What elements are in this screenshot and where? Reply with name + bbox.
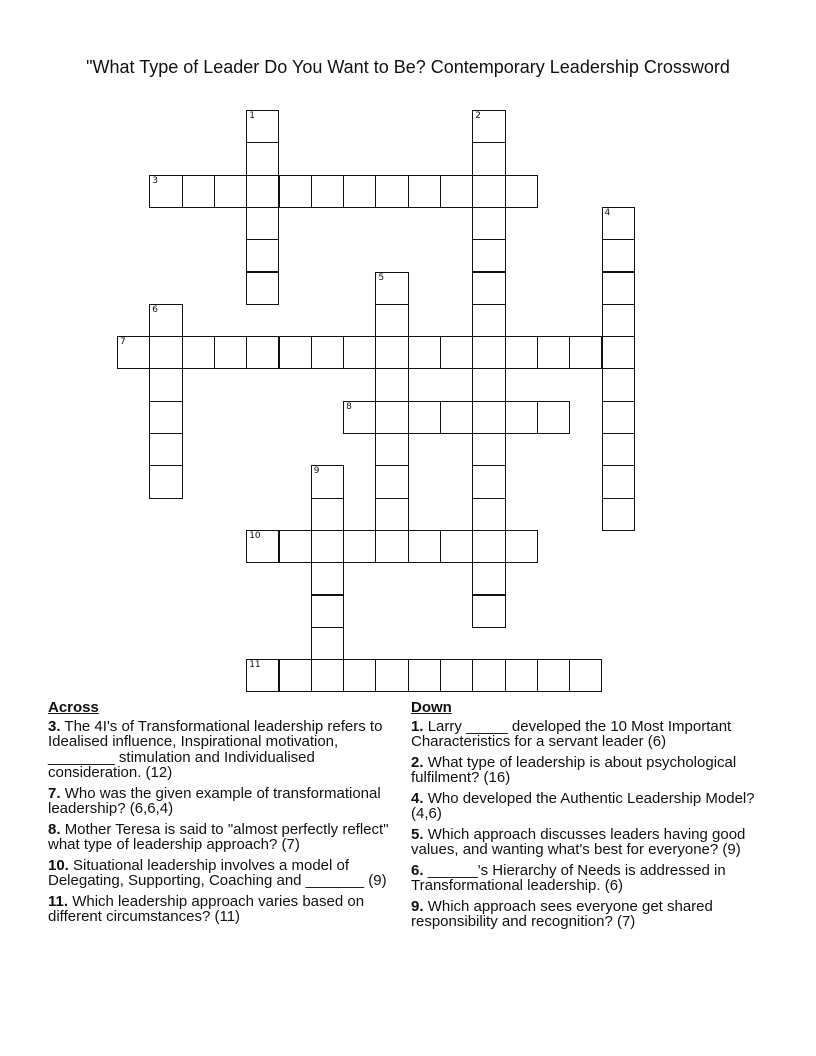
down-clue [411,899,763,930]
crossword-cell[interactable] [602,207,635,240]
crossword-cell[interactable] [408,175,441,208]
clue-text: Situational leadership involves a model of Delegating, Supporting, Coaching and _______ (9) [48,856,387,889]
across-clue [48,822,396,853]
clue-number-label: 2. [411,753,424,771]
crossword-cell[interactable] [602,368,635,401]
crossword-cell[interactable] [311,465,344,498]
clue-number-label: 6. [411,861,424,879]
across-clue-list [48,719,396,925]
crossword-cell[interactable] [569,659,602,692]
clue-text: Mother Teresa is said to "almost perfectly reflect" what type of leadership approach? (7) [48,820,389,853]
crossword-cell[interactable] [472,595,505,628]
down-clue [411,863,763,894]
crossword-cell[interactable] [311,175,344,208]
crossword-cell[interactable] [246,530,279,563]
clue-number-label: 7. [48,784,61,802]
crossword-cell[interactable] [440,530,473,563]
crossword-cell[interactable] [472,659,505,692]
crossword-cell[interactable] [311,627,344,660]
crossword-cell[interactable] [472,239,505,272]
crossword-cell[interactable] [311,530,344,563]
crossword-cell[interactable] [602,498,635,531]
crossword-cell[interactable] [602,433,635,466]
crossword-cell[interactable] [375,465,408,498]
down-clue [411,755,763,786]
clue-number: 7 [120,337,126,348]
clue-number: 10 [249,530,261,541]
clue-number: 8 [346,401,352,412]
crossword-cell[interactable] [311,498,344,531]
crossword-cell[interactable] [602,401,635,434]
crossword-cell[interactable] [472,110,505,143]
across-heading: Across [48,699,99,716]
crossword-cell[interactable] [505,401,538,434]
down-clue-list [411,719,763,930]
crossword-cell[interactable] [117,336,150,369]
crossword-cell[interactable] [311,595,344,628]
crossword-cell[interactable] [440,336,473,369]
crossword-cell[interactable] [408,659,441,692]
down-clues [411,700,763,935]
crossword-cell[interactable] [602,465,635,498]
crossword-cell[interactable] [375,498,408,531]
down-clue [411,827,763,858]
crossword-cell[interactable] [375,304,408,337]
crossword-cell[interactable] [311,562,344,595]
crossword-cell[interactable] [214,175,247,208]
clue-text: Which leadership approach varies based on different circumstances? (11) [48,892,365,925]
clue-number-label: 5. [411,825,424,843]
crossword-cell[interactable] [311,336,344,369]
crossword-cell[interactable] [505,659,538,692]
clue-number: 1 [249,111,255,121]
crossword-cell[interactable] [537,401,570,434]
crossword-cell[interactable] [472,368,505,401]
crossword-cell[interactable] [375,368,408,401]
crossword-cell[interactable] [343,336,376,369]
down-clue [411,719,763,750]
clue-number: 11 [249,660,261,671]
crossword-cell[interactable] [246,272,279,305]
crossword-cell[interactable] [182,336,215,369]
clue-text: What type of leadership is about psychological fulfilment? (16) [411,753,737,786]
crossword-cell[interactable] [246,336,279,369]
across-clues [48,700,396,930]
crossword-cell[interactable] [472,433,505,466]
crossword-cell[interactable] [182,175,215,208]
crossword-cell[interactable] [149,465,182,498]
crossword-cell[interactable] [246,175,279,208]
clue-number: 4 [604,207,611,218]
crossword-cell[interactable] [602,304,635,337]
clue-text: Who was the given example of transformational leadership? (6,6,4) [48,784,381,817]
crossword-cell[interactable] [537,336,570,369]
crossword-cell[interactable] [602,336,635,369]
crossword-cell[interactable] [472,465,505,498]
crossword-cell[interactable] [279,530,312,563]
crossword-cell[interactable] [569,336,602,369]
page-title: "What Type of Leader Do You Want to Be? Contemporary Leadership Crossword [86,57,730,77]
crossword-cell[interactable] [375,336,408,369]
crossword-cell[interactable] [343,401,376,434]
clue-number-label: 8. [48,820,61,838]
crossword-cell[interactable] [440,175,473,208]
crossword-cell[interactable] [505,175,538,208]
crossword-cell[interactable] [279,659,312,692]
clue-text: Larry _____ developed the 10 Most Important Characteristics for a servant leader (6) [411,717,732,750]
across-clue [48,786,396,817]
clue-text: Which approach discusses leaders having good values, and wanting what's best for everyone? (9) [411,825,746,858]
crossword-cell[interactable] [246,659,279,692]
clue-number-label: 3. [48,717,61,735]
clue-text: Which approach sees everyone get shared responsibility and recognition? (7) [411,897,713,930]
crossword-cell[interactable] [472,401,505,434]
crossword-cell[interactable] [343,530,376,563]
clue-number: 2 [475,111,482,121]
crossword-cell[interactable] [472,142,505,175]
crossword-cell[interactable] [408,336,441,369]
crossword-cell[interactable] [343,659,376,692]
crossword-cell[interactable] [505,336,538,369]
crossword-cell[interactable] [440,659,473,692]
crossword-cell[interactable] [375,272,408,305]
clue-number-label: 11. [48,892,69,910]
crossword-cell[interactable] [149,175,182,208]
down-heading: Down [411,699,452,716]
crossword-cell[interactable] [279,336,312,369]
crossword-cell[interactable] [472,207,505,240]
crossword-cell[interactable] [472,530,505,563]
crossword-cell[interactable] [375,530,408,563]
crossword-cell[interactable] [472,498,505,531]
clue-number-label: 10. [48,856,69,874]
crossword-cell[interactable] [149,304,182,337]
crossword-cell[interactable] [343,175,376,208]
crossword-cell[interactable] [375,175,408,208]
clue-number: 5 [378,272,385,283]
clue-number-label: 1. [411,717,424,735]
crossword-cell[interactable] [602,239,635,272]
crossword-cell[interactable] [214,336,247,369]
crossword-cell[interactable] [149,401,182,434]
crossword-cell[interactable] [505,530,538,563]
crossword-cell[interactable] [246,207,279,240]
clue-number-label: 9. [411,897,424,915]
clue-text: The 4I's of Transformational leadership refers to Idealised influence, Inspirational motivation, ________ stimulation and Individualised consideration. (12) [48,717,383,781]
crossword-cell[interactable] [408,401,441,434]
crossword-cell[interactable] [472,272,505,305]
clue-number: 6 [152,304,159,315]
crossword-cell[interactable] [149,368,182,401]
crossword-cell[interactable] [246,110,279,143]
crossword-cell[interactable] [472,562,505,595]
crossword-cell[interactable] [246,142,279,175]
clue-text: ______'s Hierarchy of Needs is addressed in Transformational leadership. (6) [411,861,726,894]
crossword-cell[interactable] [472,304,505,337]
crossword-cell[interactable] [149,336,182,369]
crossword-cell[interactable] [440,401,473,434]
crossword-cell[interactable] [311,659,344,692]
across-clue [48,719,396,781]
clue-number: 3 [152,175,159,186]
crossword-cell[interactable] [602,272,635,305]
crossword-cell[interactable] [279,175,312,208]
clue-number: 9 [313,466,320,477]
crossword-cell[interactable] [375,433,408,466]
down-clue [411,791,763,822]
clue-number-label: 4. [411,789,424,807]
crossword-cell[interactable] [149,433,182,466]
across-clue [48,894,396,925]
crossword-cell[interactable] [408,530,441,563]
crossword-cell[interactable] [472,175,505,208]
crossword-cell[interactable] [472,336,505,369]
crossword-cell[interactable] [375,659,408,692]
across-clue [48,858,396,889]
crossword-cell[interactable] [246,239,279,272]
crossword-cell[interactable] [537,659,570,692]
clue-text: Who developed the Authentic Leadership Model? (4,6) [411,789,755,822]
crossword-cell[interactable] [375,401,408,434]
